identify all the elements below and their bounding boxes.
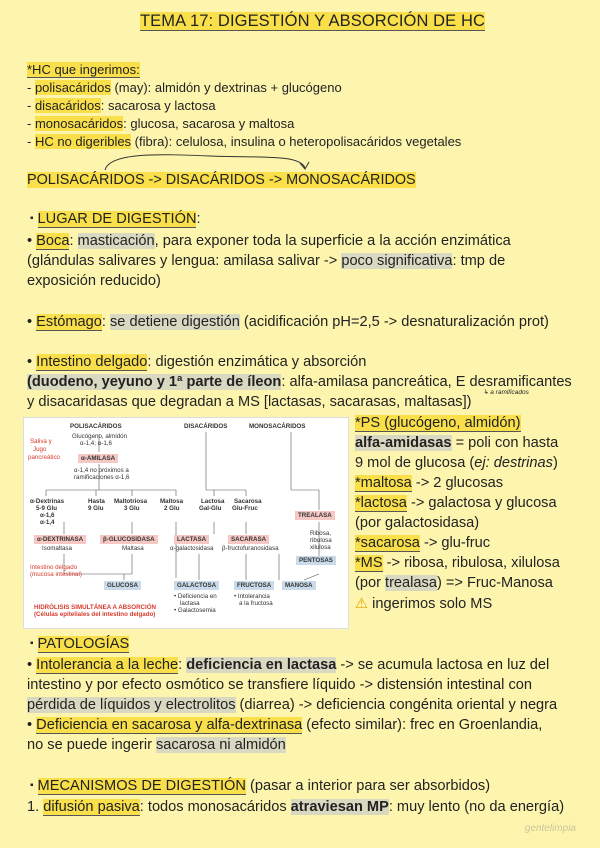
label-intolerancia-2: a la fructosa xyxy=(239,600,273,607)
label-glucosa: GLUCOSA xyxy=(104,581,141,590)
label-glucogeno: Glucógeno, almidón xyxy=(72,433,128,440)
label-polisacaridos: POLISACÁRIDOS xyxy=(70,423,122,430)
label-maltotriosa-glu: 3 Glu xyxy=(124,505,140,512)
label-monosacaridos: MONOSACÁRIDOS xyxy=(249,423,306,430)
hc-line-monosacaridos: - monosacáridos: glucosa, sacarosa y maltosa xyxy=(27,116,295,131)
estomago-line: • Estómago: se detiene digestión (acidificación pH=2,5 -> desnaturalización prot) xyxy=(27,314,549,330)
label-dextrinas-16: α-1,6 xyxy=(40,512,55,519)
label-def-lactasa-1: • Deficiencia en xyxy=(174,593,217,600)
label-hidrolisis: HIDRÓLISIS SIMULTÁNEA A ABSORCIÓN xyxy=(34,604,157,611)
side-ms: *MS -> ribosa, ribulosa, xilulosa xyxy=(355,555,560,571)
digestion-diagram xyxy=(23,417,349,629)
side-ps: *PS (glucógeno, almidón) xyxy=(355,415,521,431)
hc-line-polisacaridos: - polisacáridos (may): almidón y dextrinas + glucógeno xyxy=(27,80,342,95)
label-galactosemia: • Galactosemia xyxy=(174,607,216,614)
label-ribulosa: ribulosa xyxy=(310,537,332,544)
hc-line-disacaridos: - disacáridos: sacarosa y lactosa xyxy=(27,98,216,113)
patologias-line-5: no se puede ingerir sacarosa ni almidón xyxy=(27,737,286,753)
side-lactosa: *lactosa -> galactosa y glucosa xyxy=(355,495,557,511)
label-dextrinas: α-Dextrinas xyxy=(30,498,65,505)
side-maltosa: *maltosa -> 2 glucosas xyxy=(355,475,504,491)
patologias-line-2: intestino y por efecto osmótico se transfiere líquido -> distensión intestinal con xyxy=(27,677,532,693)
label-b-fructofuranosidasa: β-fructofuranosidasa xyxy=(222,545,279,552)
intestino-line-3: y disacaridasas que degradan a MS [lactasas, sacarasas, maltasas]) xyxy=(27,394,472,410)
side-galactosidasa: (por galactosidasa) xyxy=(355,515,480,531)
warning-icon: ⚠ xyxy=(355,596,369,612)
label-maltotriosa: Maltotriosa xyxy=(114,498,148,505)
label-trealasa: TREALASA xyxy=(295,511,335,520)
label-galactosa: GALACTOSA xyxy=(174,581,219,590)
label-ram-1: α-1,4 no próximos a xyxy=(74,467,129,474)
curved-arrow-icon xyxy=(100,150,320,174)
label-lactasa: LACTASA xyxy=(174,535,209,544)
label-jugo: Jugo xyxy=(33,446,47,453)
patologias-line-1: • Intolerancia a la leche: deficiencia en lactasa -> se acumula lactosa en luz del xyxy=(27,657,550,673)
side-warning: ⚠ ingerimos solo MS xyxy=(355,596,493,612)
hc-intro: *HC que ingerimos: xyxy=(27,62,140,77)
patologias-line-3: pérdida de líquidos y electrolitos (diarrea) -> deficiencia congénita oriental y negra xyxy=(27,697,558,713)
label-hasta: Hasta xyxy=(88,498,105,505)
label-dextrinas-14: α-1,4 xyxy=(40,519,55,526)
label-disacaridos: DISACÁRIDOS xyxy=(184,423,228,430)
intestino-line-1: • Intestino delgado: digestión enzimática y absorción xyxy=(27,354,367,370)
page-title: TEMA 17: DIGESTIÓN Y ABSORCIÓN DE HC xyxy=(140,12,485,30)
label-pentosas: PENTOSAS xyxy=(296,556,336,565)
label-ram-2: ramificaciones α-1,6 xyxy=(74,474,130,481)
side-sacarosa: *sacarosa -> glu-fruc xyxy=(355,535,491,551)
side-mol: 9 mol de glucosa (ej: destrinas) xyxy=(355,455,558,471)
label-mucosa: (mucosa intestinal) xyxy=(30,571,82,578)
intestino-note: ↳ a ramificados xyxy=(483,389,529,396)
label-maltasa: Maltasa xyxy=(122,545,144,552)
label-lactosa-galglu: Gal-Glu xyxy=(199,505,222,512)
label-hasta-glu: 9 Glu xyxy=(88,505,104,512)
label-def-lactasa-2: lactasa xyxy=(180,600,200,607)
label-a-amilasa: α-AMILASA xyxy=(78,454,118,463)
label-sacarosa: Sacarosa xyxy=(234,498,262,505)
label-celulas: (Células epiteliales del intestino delgado) xyxy=(34,611,156,618)
label-sacarosa-glufruc: Glu-Fruc xyxy=(232,505,258,512)
label-saliva: Saliva y xyxy=(30,438,52,445)
boca-line-1: • Boca: masticación, para exponer toda la superficie a la acción enzimática xyxy=(27,233,511,249)
watermark: gentelimpia xyxy=(524,823,576,834)
label-maltosa: Maltosa xyxy=(160,498,184,505)
label-lactosa: Lactosa xyxy=(201,498,225,505)
boca-line-2: (glándulas salivares y lengua: amilasa salivar -> poco significativa: tmp de xyxy=(27,253,506,269)
label-a-galactosidasa: α-galactosidasa xyxy=(170,545,214,552)
section-patologias-heading: ▪ PATOLOGÍAS xyxy=(30,636,130,652)
label-manosa: MANOSA xyxy=(282,581,316,590)
label-intestino: Intestino delgado xyxy=(30,564,78,571)
boca-line-3: exposición reducido) xyxy=(27,273,161,289)
digestion-chain: POLISACÁRIDOS -> DISACÁRIDOS -> MONOSACÁRIDOS xyxy=(27,172,416,188)
label-intolerancia-1: • Intolerancia xyxy=(234,593,270,600)
mecanismos-line-1: 1. difusión pasiva: todos monosacáridos atraviesan MP: muy lento (no da energía) xyxy=(27,799,565,815)
label-glucogeno-enlaces: α-1,4; α-1,6 xyxy=(80,440,112,447)
label-a-dextrinasa: α-DEXTRINASA xyxy=(34,535,86,544)
side-trealasa: (por trealasa) => Fruc-Manosa xyxy=(355,575,553,591)
label-xilulosa: xilulosa xyxy=(310,544,331,551)
section-mecanismos-heading: ▪ MECANISMOS DE DIGESTIÓN (pasar a interior para ser absorbidos) xyxy=(30,778,491,794)
label-maltosa-glu: 2 Glu xyxy=(164,505,180,512)
hc-line-no-digeribles: - HC no digeribles (fibra): celulosa, insulina o heteropolisacáridos vegetales xyxy=(27,134,462,149)
intestino-line-2: (duodeno, yeyuno y 1ª parte de íleon: alfa-amilasa pancreática, E desramificantes xyxy=(27,374,572,390)
label-isomaltasa: Isomaltasa xyxy=(42,545,72,552)
label-fructosa: FRUCTOSA xyxy=(234,581,274,590)
label-pancreatico: pancreático xyxy=(28,454,60,461)
label-b-glucosidasa: β-GLUCOSIDASA xyxy=(100,535,158,544)
side-amidasas: alfa-amidasas = poli con hasta xyxy=(355,435,559,451)
label-ribosa: Ribosa, xyxy=(310,530,331,537)
label-sacarasa: SACARASA xyxy=(228,535,269,544)
section-lugar-heading: ▪ LUGAR DE DIGESTIÓN: xyxy=(30,211,201,227)
patologias-line-4: • Deficiencia en sacarosa y alfa-dextrinasa (efecto similar): frec en Groenlandia, xyxy=(27,717,543,733)
label-dextrinas-glu: 5-9 Glu xyxy=(36,505,57,512)
